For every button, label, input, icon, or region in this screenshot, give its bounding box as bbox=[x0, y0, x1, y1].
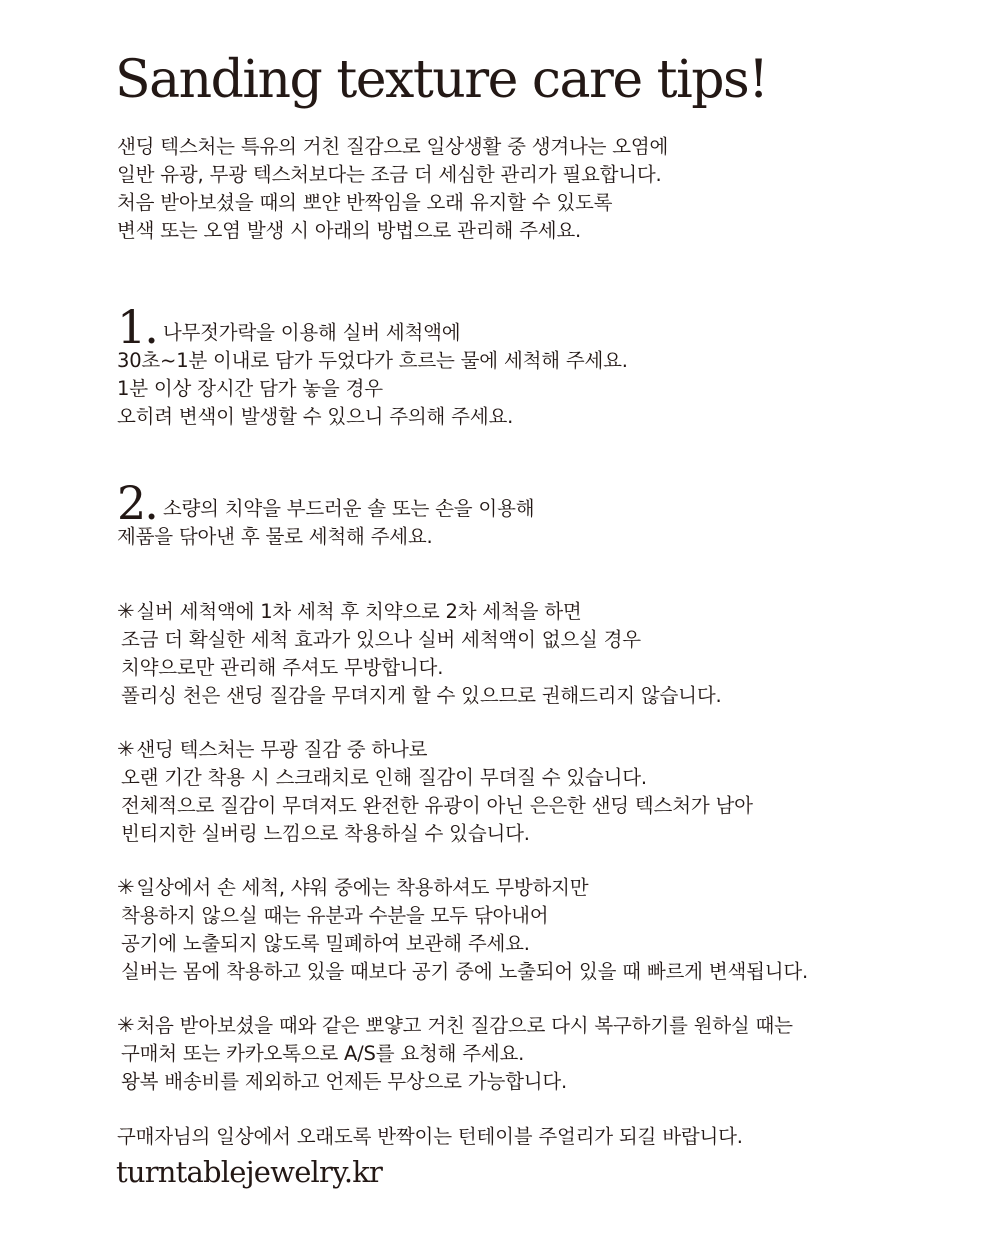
note-4 bbox=[117, 1011, 793, 1096]
note-line: 샌딩 텍스처는 무광 질감 중 하나로 bbox=[136, 738, 428, 761]
note-line: 치약으로만 관리해 주셔도 무방합니다. bbox=[121, 656, 444, 679]
intro-line: 변색 또는 오염 발생 시 아래의 방법으로 관리해 주세요. bbox=[117, 219, 582, 242]
note-line: 실버 세척액에 1차 세척 후 치약으로 2차 세척을 하면 bbox=[136, 600, 582, 623]
note-line: 처음 받아보셨을 때와 같은 뽀얗고 거친 질감으로 다시 복구하기를 원하실 때는 bbox=[136, 1014, 793, 1037]
note-line: 실버는 몸에 착용하고 있을 때보다 공기 중에 노출되어 있을 때 빠르게 변색됩니다. bbox=[121, 960, 809, 983]
step-number: 1. bbox=[117, 300, 157, 354]
closing-line: 구매자님의 일상에서 오래도록 반짝이는 턴테이블 주얼리가 되길 바랍니다. bbox=[117, 1125, 743, 1148]
asterisk-icon: ✳ bbox=[117, 875, 135, 899]
asterisk-icon: ✳ bbox=[117, 737, 135, 761]
step-line: 나무젓가락을 이용해 실버 세척액에 bbox=[162, 321, 461, 344]
step-line: 소량의 치약을 부드러운 솔 또는 손을 이용해 bbox=[162, 497, 535, 520]
asterisk-icon: ✳ bbox=[117, 599, 135, 623]
page-title: Sanding texture care tips! bbox=[115, 50, 768, 110]
note-1 bbox=[117, 597, 721, 710]
note-line: 조금 더 확실한 세척 효과가 있으나 실버 세척액이 없으실 경우 bbox=[121, 628, 641, 651]
note-line: 일상에서 손 세척, 샤워 중에는 착용하셔도 무방하지만 bbox=[136, 876, 589, 899]
step-number: 2. bbox=[117, 476, 157, 530]
website-url: turntablejewelry.kr bbox=[116, 1155, 383, 1189]
step-line: 1분 이상 장시간 담가 놓을 경우 bbox=[117, 377, 383, 400]
step-2 bbox=[117, 476, 535, 551]
note-line: 착용하지 않으실 때는 유분과 수분을 모두 닦아내어 bbox=[121, 904, 549, 927]
note-line: 공기에 노출되지 않도록 밀폐하여 보관해 주세요. bbox=[121, 932, 530, 955]
note-line: 전체적으로 질감이 무뎌져도 완전한 유광이 아닌 은은한 샌딩 텍스처가 남아 bbox=[121, 794, 753, 817]
step-line: 오히려 변색이 발생할 수 있으니 주의해 주세요. bbox=[117, 405, 514, 428]
step-1 bbox=[117, 300, 628, 431]
asterisk-icon: ✳ bbox=[117, 1013, 135, 1037]
note-3 bbox=[117, 873, 808, 986]
note-line: 빈티지한 실버링 느낌으로 착용하실 수 있습니다. bbox=[121, 822, 530, 845]
note-line: 왕복 배송비를 제외하고 언제든 무상으로 가능합니다. bbox=[121, 1070, 568, 1093]
intro-line: 처음 받아보셨을 때의 뽀얀 반짝임을 오래 유지할 수 있도록 bbox=[117, 191, 613, 214]
note-line: 폴리싱 천은 샌딩 질감을 무뎌지게 할 수 있으므로 권해드리지 않습니다. bbox=[121, 684, 722, 707]
note-2 bbox=[117, 735, 753, 848]
note-line: 구매처 또는 카카오톡으로 A/S를 요청해 주세요. bbox=[121, 1042, 525, 1065]
intro-line: 일반 유광, 무광 텍스처보다는 조금 더 세심한 관리가 필요합니다. bbox=[117, 163, 662, 186]
intro-paragraph bbox=[117, 133, 668, 245]
closing-message bbox=[117, 1123, 743, 1151]
intro-line: 샌딩 텍스처는 특유의 거친 질감으로 일상생활 중 생겨나는 오염에 bbox=[117, 135, 669, 158]
step-line: 제품을 닦아낸 후 물로 세척해 주세요. bbox=[117, 525, 433, 548]
note-line: 오랜 기간 착용 시 스크래치로 인해 질감이 무뎌질 수 있습니다. bbox=[121, 766, 647, 789]
step-line: 30초~1분 이내로 담가 두었다가 흐르는 물에 세척해 주세요. bbox=[117, 349, 628, 372]
